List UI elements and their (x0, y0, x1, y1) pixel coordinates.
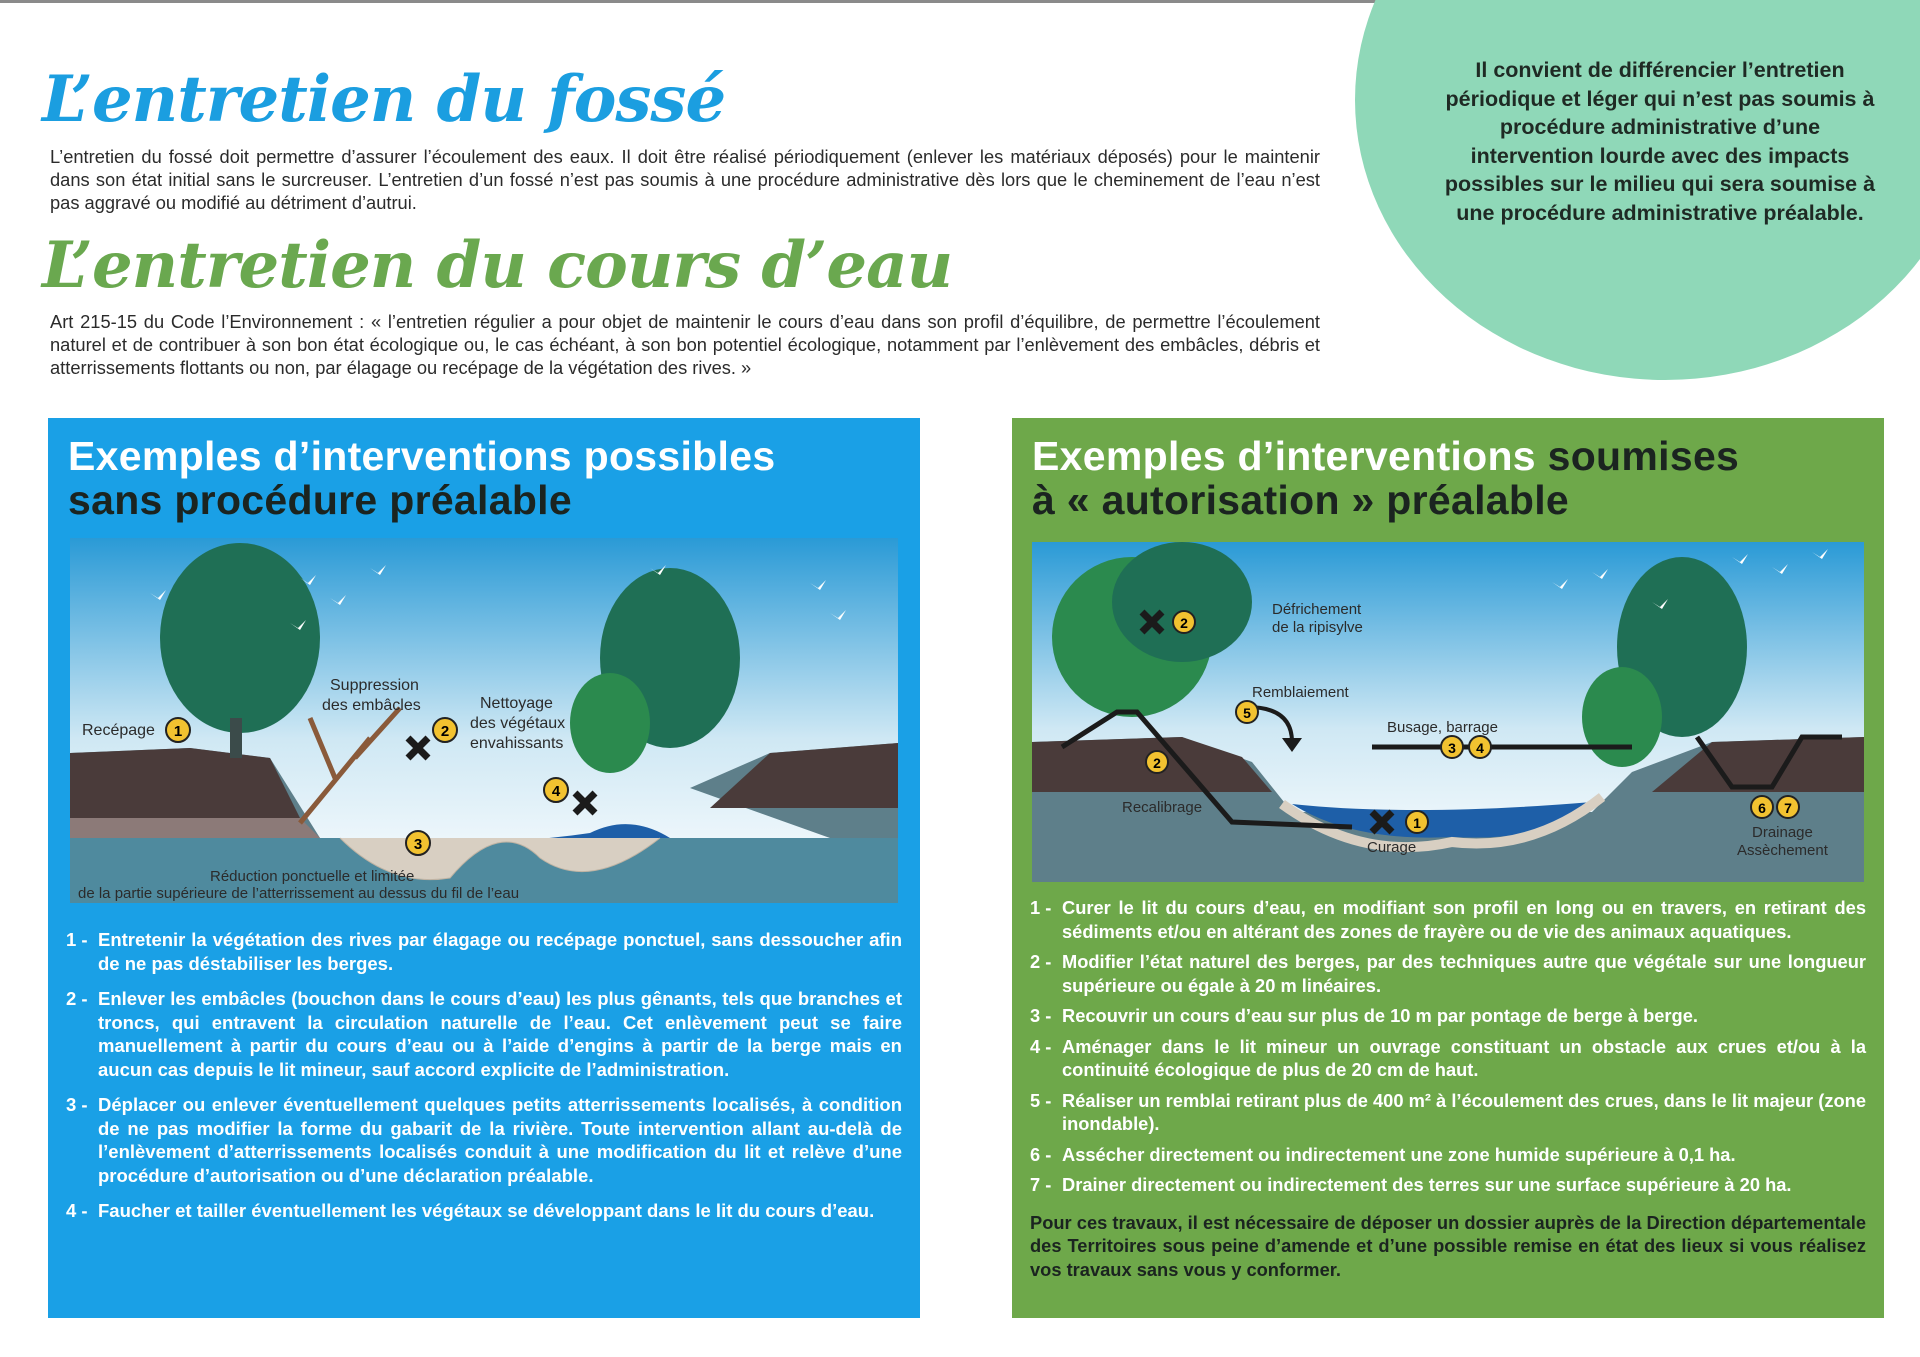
svg-text:2: 2 (1180, 615, 1188, 631)
badge-3 (1441, 736, 1463, 758)
label-busage: Busage, barrage (1387, 719, 1498, 736)
tree-left (160, 543, 320, 733)
label-recalibrage: Recalibrage (1122, 799, 1203, 816)
svg-text:1: 1 (1413, 815, 1421, 831)
label-defrichement-1: Défrichement (1272, 601, 1362, 618)
panel-left-title (68, 434, 775, 522)
item-text: Réaliser un remblai retirant plus de 400 m² à l’écoulement des crues, dans le lit majeur (zone inondable). (1062, 1089, 1866, 1134)
item-text: Enlever les embâcles (bouchon dans le cours d’eau) les plus gênants, tels que branches et troncs, qui entravent la circulation naturelle de l’eau. Cet enlèvement peut se faire manuellement à partir du cours d’eau ou à l’aide d’engins à partir de la berge mais en aucun cas depuis le lit mineur, sauf accord explicite de l’administration. (98, 988, 902, 1080)
svg-text:7: 7 (1784, 800, 1792, 816)
list-item (1030, 1173, 1866, 1197)
panel-right-title-line1b: soumises (1547, 433, 1740, 479)
panel-right-title-line2: à « autorisation » préalable (1032, 477, 1570, 523)
list-item (1030, 950, 1866, 997)
item-number: 5 - (1030, 1089, 1052, 1111)
item-number: 4 - (66, 1200, 88, 1221)
label-curage: Curage (1367, 839, 1417, 856)
label-remblaiement: Remblaiement (1252, 684, 1349, 701)
title-entretien-fosse: L’entretien du fossé (42, 62, 726, 137)
list-interventions-possibles (66, 928, 902, 1235)
item-number: 2 - (1030, 951, 1052, 972)
item-text: Déplacer ou enlever éventuellement quelques petits atterrissements localisés, à condition de ne pas modifier la forme du gabarit de la rivière. Toute intervention allant au-delà de l’enlèvement d’atterrissements localisés conduit à une modification du lit et relève d’une procédure d’autorisation ou d’une déclaration préalable. (98, 1094, 902, 1186)
item-text: Drainer directement ou indirectement des terres sur une surface supérieure à 20 ha. (1062, 1174, 1792, 1195)
label-suppression-1: Suppression (330, 677, 419, 694)
badge-2-bank (1146, 751, 1168, 773)
badge-1 (166, 718, 190, 742)
label-nettoyage-1: Nettoyage (480, 695, 553, 712)
list-item (1030, 1143, 1866, 1167)
badge-5 (1236, 701, 1258, 723)
item-number: 3 - (66, 1094, 88, 1115)
panel-right-title (1032, 434, 1739, 522)
item-number: 6 - (1030, 1143, 1052, 1165)
badge-7 (1777, 796, 1799, 818)
svg-text:3: 3 (413, 836, 423, 853)
label-defrichement-2: de la ripisylve (1272, 619, 1363, 636)
item-text: Recouvrir un cours d’eau sur plus de 10 m par pontage de berge à berge. (1062, 1005, 1698, 1026)
badge-4 (1469, 736, 1491, 758)
badge-2-tree (1173, 611, 1195, 633)
sediment-left (70, 818, 320, 838)
list-interventions-soumises (1030, 896, 1866, 1281)
item-text: Assécher directement ou indirectement une zone humide supérieure à 0,1 ha. (1062, 1143, 1736, 1165)
item-number: 1 - (66, 929, 88, 950)
tree-left-back (1112, 542, 1252, 662)
list-item (66, 928, 902, 975)
list-item (66, 1093, 902, 1187)
panel-interventions-possibles (48, 418, 920, 1318)
illustration-river-authorisation (1032, 542, 1864, 882)
item-text: Aménager dans le lit mineur un ouvrage constituant un obstacle aux crues et/ou à la continuité écologique de plus de 20 cm de haut. (1062, 1035, 1866, 1080)
label-nettoyage-2: des végétaux (470, 715, 566, 732)
label-reduction-1: Réduction ponctuelle et limitée (210, 868, 415, 885)
illustration-river-maintenance (70, 538, 898, 903)
bush-right (1582, 667, 1662, 767)
label-reduction-2: de la partie supérieure de l’atterrissement au dessus du fil de l’eau (78, 885, 520, 902)
item-number: 1 - (1030, 897, 1052, 918)
badge-6 (1751, 796, 1773, 818)
label-suppression-2: des embâcles (322, 697, 421, 714)
label-assechement: Assèchement (1737, 842, 1828, 859)
panel-left-title-line2: sans procédure préalable (68, 477, 572, 523)
svg-text:4: 4 (1476, 740, 1484, 756)
svg-text:6: 6 (1758, 800, 1766, 816)
bush-right (570, 673, 650, 773)
list-item (66, 987, 902, 1081)
badge-2 (433, 718, 457, 742)
panel-right-title-line1a: Exemples d’interventions (1032, 433, 1536, 479)
item-number: 2 - (66, 988, 88, 1009)
item-number: 3 - (1030, 1005, 1052, 1026)
panel-interventions-soumises (1012, 418, 1884, 1318)
list-item (1030, 1035, 1866, 1082)
label-recepage: Recépage (82, 722, 155, 739)
svg-text:5: 5 (1243, 705, 1251, 721)
item-text: Entretenir la végétation des rives par élagage ou recépage ponctuel, sans dessoucher afin de ne pas déstabiliser les berges. (98, 929, 902, 974)
label-drainage: Drainage (1752, 824, 1813, 841)
item-text: Faucher et tailler éventuellement les végétaux se développant dans le lit du cours d’eau. (98, 1200, 875, 1221)
left-bank (70, 748, 300, 818)
list-item (66, 1199, 902, 1223)
list-item (1030, 1004, 1866, 1028)
panel-left-title-line1: Exemples d’interventions possibles (68, 433, 776, 479)
label-nettoyage-3: envahissants (470, 735, 564, 752)
badge-4 (544, 778, 568, 802)
list-item (1030, 896, 1866, 943)
paragraph-cours-eau: Art 215-15 du Code l’Environnement : « l’entretien régulier a pour objet de maintenir le cours d’eau dans son profil d’équilibre, de permettre l’écoulement naturel et de contribuer à son bon état écologique ou, le cas échéant, à son bon potentiel écologique, notamment par l’enlèvement des embâcles, débris et atterrissements flottants ou non, par élagage ou recépage de la végétation des rives. » (50, 311, 1320, 378)
badge-1 (1406, 811, 1428, 833)
item-number: 4 - (1030, 1035, 1052, 1057)
list-item (1030, 1089, 1866, 1136)
svg-text:4: 4 (551, 783, 561, 800)
svg-text:1: 1 (173, 723, 183, 740)
paragraph-fosse: L’entretien du fossé doit permettre d’assurer l’écoulement des eaux. Il doit être réalisé périodiquement (enlever les matériaux déposés) pour le maintenir dans son état initial sans le surcreuser. L’entretien d’un fossé n’est pas soumis à une procédure administrative dès lors que le cheminement de l’eau n’est pas aggravé ou modifié au détriment d’autrui. (50, 146, 1320, 213)
item-number: 7 - (1030, 1174, 1052, 1195)
svg-text:3: 3 (1448, 740, 1456, 756)
svg-text:2: 2 (1153, 755, 1161, 771)
svg-text:2: 2 (440, 723, 450, 740)
badge-3 (406, 831, 430, 855)
item-text: Modifier l’état naturel des berges, par des techniques autre que végétale sur une longueur supérieure ou égale à 20 m linéaires. (1062, 951, 1866, 996)
note-dossier-ddt: Pour ces travaux, il est nécessaire de déposer un dossier auprès de la Direction départementale des Territoires sous peine d’amende et d’une possible remise en état des lieux si vous réalisez vos travaux sans vous y conformer. (1030, 1211, 1866, 1280)
item-text: Curer le lit du cours d’eau, en modifiant son profil en long ou en travers, en retirant des sédiments et/ou en altérant des zones de frayère ou de vie des animaux aquatiques. (1062, 897, 1866, 942)
callout-text: Il convient de différencier l’entretien périodique et léger qui n’est pas soumis à procédure administrative d’une intervention lourde avec des impacts possibles sur le milieu qui sera soumise à une procédure administrative préalable. (1444, 58, 1876, 225)
tree-left-trunk (230, 718, 242, 758)
title-entretien-cours-eau: L’entretien du cours d’eau (42, 228, 953, 303)
